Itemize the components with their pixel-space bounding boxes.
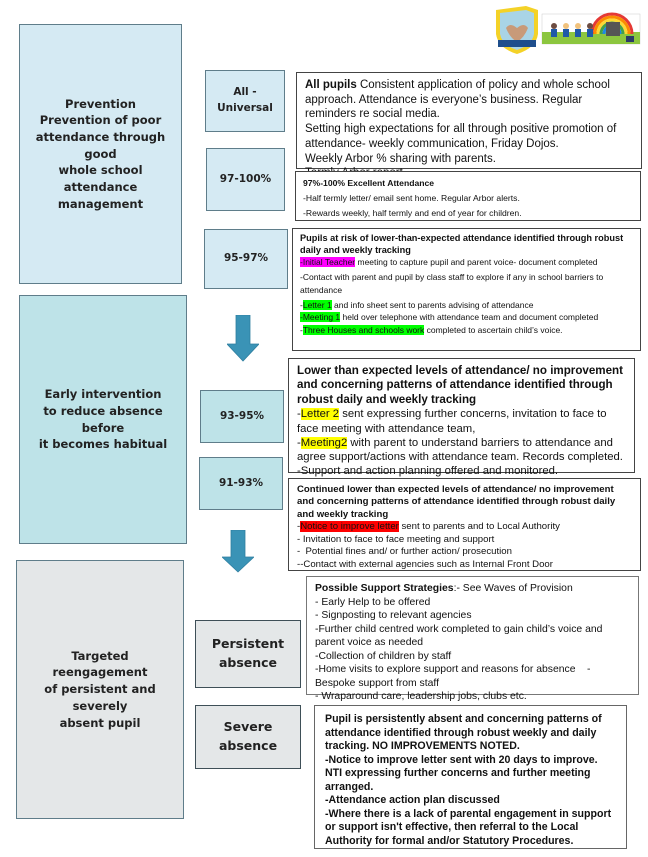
letter-2-highlight: Letter 2 [300, 408, 340, 421]
support-line: - Wraparound care, leadership jobs, clubs etc. [315, 691, 527, 703]
all-pupils-box [296, 72, 642, 169]
continued-text: --Contact with external agencies such as Internal Front Door [297, 558, 553, 570]
tier-label: Severe [223, 719, 273, 735]
continued-text: - Potential fines and/ or further action/ prosecution [297, 546, 512, 558]
stage-early-intervention-line: to reduce absence before [43, 403, 163, 435]
lower-text: -Support and action planning offered and monitored. [297, 464, 559, 477]
persistent-line: Pupil is persistently absent and concerning patterns of attendance identified through robust weekly and daily tracking. NO IMPROVEMENTS NOTED. [325, 713, 602, 753]
excellent-attendance-line: -Rewards weekly, half termly and end of year for children. [303, 208, 522, 219]
at-risk-text: -Contact with parent and pupil by class staff to explore if any in school barriers to attendance [300, 272, 604, 295]
at-risk-text: completed to ascertain child’s voice. [424, 324, 563, 335]
stage-targeted-line: of persistent and severely [44, 682, 156, 713]
support-line: -Collection of children by staff [315, 650, 452, 662]
at-risk-prefix: - [300, 299, 303, 310]
persistent-line: -Attendance action plan discussed [325, 794, 500, 807]
stage-early-intervention [19, 295, 187, 544]
school-logo [492, 4, 642, 56]
stage-prevention-line: attendance through good [35, 129, 166, 161]
excellent-attendance-line: -Half termly letter/ email sent home. Regular Arbor alerts. [303, 193, 520, 204]
letter-1-highlight: Letter 1 [302, 299, 332, 310]
tier-label: All - [233, 86, 257, 99]
stage-prevention-line: whole school attendance [58, 163, 143, 194]
lower-heading: Lower than expected levels of attendance/ no improvement and concerning patterns of attendance identified through robust daily and weekly tracking [297, 364, 623, 406]
at-risk-prefix: - [300, 324, 303, 335]
tier-label: absence [218, 655, 278, 670]
meeting-1-highlight: -Meeting 1 [300, 312, 341, 323]
persistent-line: -Where there is a lack of parental engagement in support or support isn't effective, then referral to the Local Authority for formal and/or Statutory Procedures. [325, 807, 612, 847]
stage-prevention-line: Prevention [65, 96, 136, 111]
tier-label: 91-93% [218, 476, 264, 489]
stage-targeted-line: Targeted reengagement [52, 648, 148, 680]
support-line: -Further child centred work completed to gain child’s voice and parent voice as needed [315, 623, 603, 649]
tier-label: 93-95% [219, 409, 265, 422]
tier-severe-absence [195, 705, 301, 769]
excellent-attendance-heading: 97%-100% Excellent Attendance [303, 178, 435, 188]
tier-label: Persistent [211, 636, 285, 652]
tier-persistent-absence [195, 620, 301, 688]
support-strategies-heading: Possible Support Strategies [315, 583, 454, 594]
tier-95-97 [204, 229, 288, 289]
excellent-attendance-box [295, 171, 641, 221]
support-line: -Home visits to explore support and reasons for absence - Bespoke support from staff [315, 664, 594, 689]
lower-prefix: - [297, 408, 301, 421]
tier-label: 97-100% [219, 172, 272, 185]
lower-than-expected-box [288, 358, 635, 477]
tier-97-100 [206, 148, 285, 211]
stage-early-intervention-line: it becomes habitual [38, 437, 168, 452]
at-risk-heading: Pupils at risk of lower-than-expected attendance identified through robust daily and weekly tracking [300, 233, 624, 255]
stage-early-intervention-line: Early intervention [44, 387, 162, 402]
continued-text: - Invitation to face to face meeting and support [297, 533, 495, 545]
tier-label: Universal [217, 102, 273, 114]
lower-prefix: - [297, 436, 301, 449]
at-risk-text: held over telephone with attendance team and document completed [340, 312, 599, 323]
all-pupils-heading: All pupils [305, 79, 357, 91]
continued-lower-box [288, 478, 641, 571]
lower-text: with parent to understand barriers to attendance and agree support/actions with attendance team. Records completed. [297, 436, 623, 463]
three-houses-highlight: Three Houses and schools work [302, 324, 425, 335]
meeting-2-highlight: Meeting2 [300, 436, 348, 449]
tier-93-95 [200, 390, 284, 443]
persistent-line: -Notice to improve letter sent with 20 days to improve. NTI expressing further concerns and further meeting arranged. [325, 753, 598, 793]
initial-teacher-highlight: -Initial Teacher [300, 257, 356, 267]
support-line: - Signposting to relevant agencies [315, 610, 472, 622]
continued-heading: Continued lower than expected levels of attendance/ no improvement and concerning patterns of attendance identified through robust daily and weekly tracking [297, 484, 616, 520]
at-risk-text: meeting to capture pupil and parent voice- document completed [355, 257, 598, 267]
stage-prevention [19, 24, 182, 284]
continued-prefix: - [297, 521, 301, 533]
tier-all-universal [205, 70, 285, 132]
support-strategies-text: :- See Waves of Provision [453, 583, 573, 594]
down-arrow-icon [222, 530, 254, 573]
stage-prevention-line: Prevention of poor [39, 113, 162, 128]
tier-91-93 [199, 457, 283, 510]
support-strategies-box [306, 576, 639, 703]
notice-to-improve-highlight: Notice to improve letter [300, 521, 399, 533]
continued-text: sent to parents and to Local Authority [398, 521, 560, 533]
support-line: - Early Help to be offered [315, 596, 431, 608]
tier-label: 95-97% [223, 252, 269, 265]
at-risk-box [292, 228, 641, 351]
persistent-absent-box [314, 705, 627, 849]
at-risk-text: and info sheet sent to parents advising of attendance [331, 299, 534, 310]
all-pupils-line: Weekly Arbor % sharing with parents. [305, 152, 496, 165]
stage-targeted-line: absent pupil [59, 715, 141, 730]
all-pupils-text: Consistent application of policy and whole school approach. Attendance is everyone’s business. Regular reminders re social media. [305, 79, 610, 121]
school-crest-icon [492, 4, 642, 56]
tier-label: absence [218, 738, 278, 753]
stage-targeted [16, 560, 184, 819]
down-arrow-icon [227, 315, 259, 362]
stage-prevention-line: management [57, 196, 144, 211]
lower-text: sent expressing further concerns, invitation to face to face meeting with attendance team, [297, 408, 607, 435]
all-pupils-line: Setting high expectations for all through positive promotion of attendance- weekly communication, Friday Dojos. [305, 123, 617, 150]
